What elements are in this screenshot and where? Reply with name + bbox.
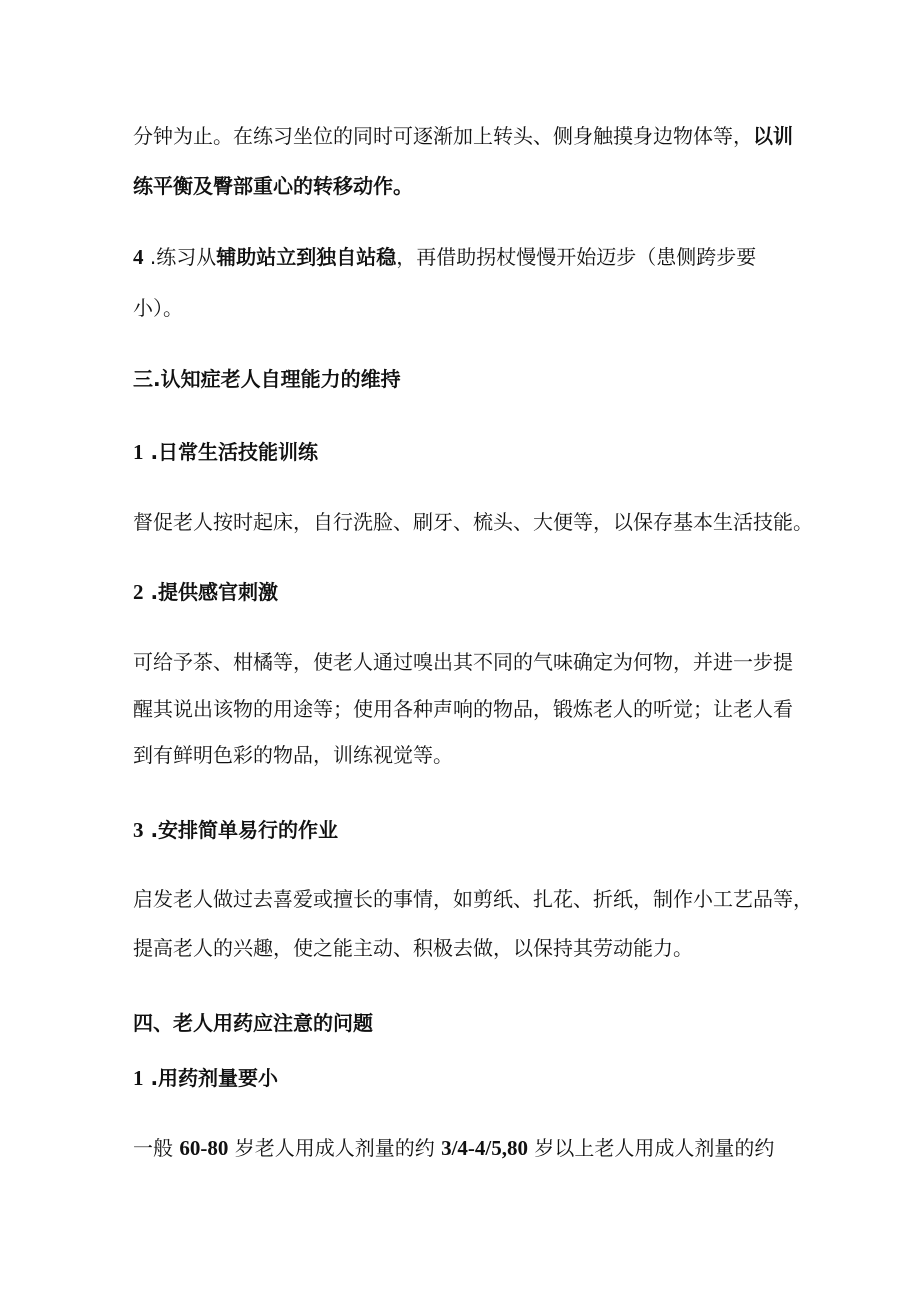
text-run: 分钟为止。在练习坐位的同时可逐渐加上转头、侧身触摸身边物体等， (133, 124, 753, 148)
subheading (133, 1066, 803, 1090)
paragraph-line: 督促老人按时起床，自行洗脸、刷牙、梳头、大便等，以保存基本生活技能。 (133, 510, 813, 534)
text-run: 一般 (133, 1136, 173, 1160)
subheading-text: .用药剂量要小 (143, 1066, 279, 1090)
text-run: 岁以上老人用成人剂量的约 (534, 1136, 775, 1160)
number-run: 60-80 (179, 1136, 229, 1160)
paragraph-line (133, 124, 803, 148)
subheading (133, 580, 803, 604)
text-run: 岁老人用成人剂量的约 (234, 1136, 435, 1160)
item-number: 4 (133, 245, 144, 269)
paragraph-line: 练平衡及臀部重心的转移动作。 (133, 174, 413, 198)
list-item-4 (133, 245, 803, 269)
text-run-bold: 以训 (753, 124, 793, 148)
text-run: .练习从 (143, 245, 217, 269)
subheading (133, 818, 803, 842)
text-run: ，再借助拐杖慢慢开始迈步（患侧跨步要 (396, 245, 757, 269)
paragraph-line (133, 1136, 803, 1160)
paragraph-line: 提高老人的兴趣，使之能主动、积极去做，以保持其劳动能力。 (133, 936, 693, 960)
item-number: 1 (133, 440, 144, 464)
text-run-bold: 辅助站立到独自站稳 (216, 245, 397, 269)
section-heading: 三.认知症老人自理能力的维持 (133, 367, 401, 391)
paragraph-line: 小）。 (133, 296, 183, 320)
item-number: 2 (133, 580, 144, 604)
paragraph-line: 醒其说出该物的用途等；使用各种声响的物品，锻炼老人的听觉；让老人看 (133, 697, 793, 721)
subheading-text: .日常生活技能训练 (143, 440, 319, 464)
paragraph-line: 启发老人做过去喜爱或擅长的事情，如剪纸、扎花、折纸，制作小工艺品等， (133, 887, 813, 911)
subheading-text: .提供感官刺激 (143, 580, 279, 604)
item-number: 3 (133, 818, 144, 842)
subheading (133, 440, 803, 464)
number-run: 3/4-4/5,80 (441, 1136, 528, 1160)
item-number: 1 (133, 1066, 144, 1090)
paragraph-line: 可给予茶、柑橘等，使老人通过嗅出其不同的气味确定为何物，并进一步提 (133, 650, 793, 674)
section-heading: 四、老人用药应注意的问题 (133, 1011, 373, 1035)
paragraph-line: 到有鲜明色彩的物品，训练视觉等。 (133, 743, 453, 767)
subheading-text: .安排简单易行的作业 (143, 818, 339, 842)
